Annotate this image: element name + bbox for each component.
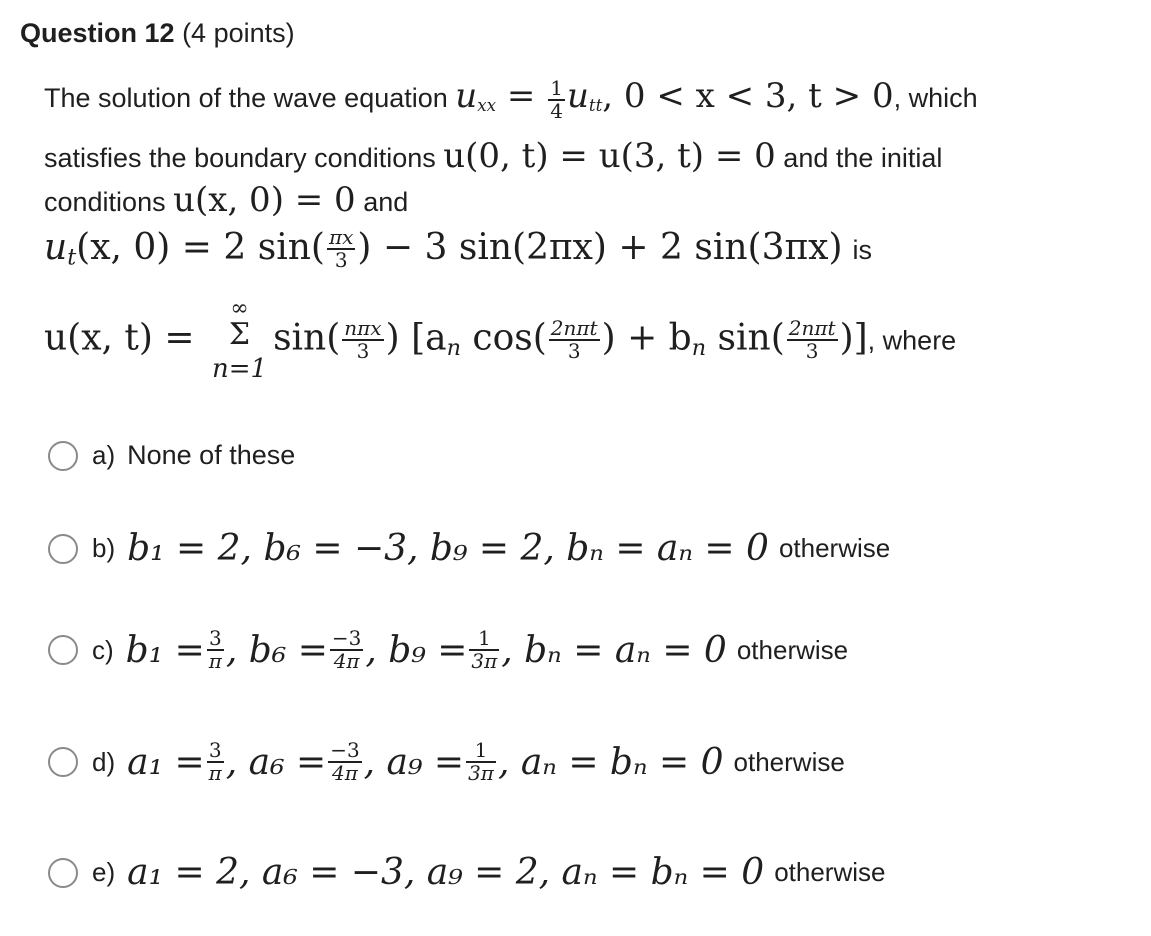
question-line-4: [44, 226, 872, 271]
cos-term: cos(: [460, 317, 547, 359]
question-header: [20, 18, 295, 49]
ut-rest: (x, 0) = 2 sin(: [76, 227, 325, 268]
satisfies-text: satisfies the boundary conditions: [44, 143, 436, 173]
summation: [212, 298, 267, 382]
f2-num: 2nπt: [550, 316, 598, 340]
is-text: is: [852, 235, 873, 265]
option-a-label: a): [92, 440, 116, 470]
option-c[interactable]: [48, 628, 848, 672]
intro-text: The solution of the wave equation: [44, 83, 448, 113]
option-c-d2: 4π: [333, 649, 360, 673]
f1-num: nπx: [344, 316, 382, 340]
option-d-suffix: otherwise: [733, 746, 845, 777]
sum-sigma: Σ: [228, 317, 251, 352]
question-line-2: [44, 136, 942, 176]
ut-sub: t: [67, 244, 77, 271]
option-b-label: b): [92, 533, 116, 563]
option-d-v1: a₁ =: [127, 741, 205, 783]
option-c-suffix: otherwise: [736, 634, 849, 665]
pde-lhs: u: [455, 76, 478, 116]
radio-option-e[interactable]: [48, 858, 78, 888]
initial-condition: u(x, 0) = 0: [173, 180, 356, 220]
pde-eq: =: [496, 76, 547, 116]
ut-fraction: [327, 227, 355, 271]
option-c-n1: 3: [207, 628, 224, 651]
ut-frac-den: 3: [334, 248, 348, 273]
ut-frac-num: πx: [328, 225, 354, 250]
option-d-frac-2: [328, 740, 361, 784]
option-d-d1: π: [208, 761, 222, 785]
sum-upper: ∞: [230, 296, 249, 321]
option-b-math: b₁ = 2, b₆ = −3, b₉ = 2, bₙ = aₙ = 0: [127, 528, 769, 569]
f3-den: 3: [805, 339, 819, 363]
option-c-frac-3: [469, 628, 499, 672]
radio-option-d[interactable]: [48, 747, 78, 777]
option-d-d3: 3π: [468, 761, 494, 785]
fraction-1: [342, 318, 383, 362]
which-text: , which: [893, 83, 978, 113]
pde-domain: , 0 < x < 3, t > 0: [602, 76, 894, 116]
option-c-n3: 1: [469, 628, 499, 651]
ut-symbol: u: [44, 227, 68, 268]
option-d-d2: 4π: [331, 761, 358, 785]
option-d-n3: 1: [466, 740, 496, 763]
option-b[interactable]: [48, 528, 890, 569]
conditions-text: conditions: [44, 187, 166, 217]
sin-1: sin(: [273, 317, 341, 359]
radio-option-b[interactable]: [48, 534, 78, 564]
solution-lhs: u(x, t) =: [44, 317, 206, 359]
option-a[interactable]: [48, 440, 295, 471]
radio-option-c[interactable]: [48, 635, 78, 665]
option-e-math: a₁ = 2, a₆ = −3, a₉ = 2, aₙ = bₙ = 0: [127, 852, 765, 893]
plus-b: ) + b: [601, 317, 692, 359]
fraction-2: [549, 318, 600, 362]
question-line-5: [44, 298, 956, 382]
option-c-label: c): [92, 634, 114, 665]
option-e-suffix: otherwise: [774, 857, 886, 887]
option-b-suffix: otherwise: [778, 533, 891, 563]
question-line-1: [44, 76, 978, 122]
an-sub: n: [446, 335, 461, 362]
option-c-d1: π: [208, 649, 222, 673]
bn-sub: n: [691, 335, 707, 362]
pde-rhs: u: [566, 76, 589, 116]
bracket-close: )]: [839, 317, 868, 359]
option-d-v3: , a₉ =: [363, 741, 465, 783]
fraction-3: [787, 318, 838, 362]
question-title: Question 12: [20, 18, 175, 48]
option-c-frac-2: [330, 628, 363, 672]
pde-lhs-sub: xx: [477, 95, 497, 116]
option-a-text: None of these: [127, 440, 296, 470]
option-c-n2: −3: [331, 626, 362, 650]
pde-frac-num: 1: [550, 75, 563, 100]
option-d-v4: , aₙ = bₙ = 0: [497, 741, 724, 783]
option-d-v2: , a₆ =: [225, 741, 327, 783]
option-d-frac-3: [466, 740, 496, 784]
radio-option-a[interactable]: [48, 441, 78, 471]
option-e[interactable]: [48, 852, 885, 893]
f1-den: 3: [356, 339, 370, 363]
boundary-conditions: u(0, t) = u(3, t) = 0: [443, 136, 776, 176]
pde-rhs-sub: tt: [588, 95, 603, 116]
and-initial-text: and the initial: [783, 143, 943, 173]
option-d-label: d): [92, 746, 116, 777]
ut-tail: ) − 3 sin(2πx) + 2 sin(3πx): [357, 227, 843, 268]
option-d[interactable]: [48, 740, 845, 784]
option-c-d3: 3π: [471, 649, 498, 673]
and-text: and: [363, 187, 409, 217]
option-d-n2: −3: [330, 738, 360, 762]
question-line-3: [44, 180, 408, 220]
option-c-v1: b₁ =: [125, 629, 205, 671]
option-c-v2: , b₆ =: [225, 629, 328, 671]
option-c-v3: , b₉ =: [365, 629, 468, 671]
option-c-v4: , bₙ = aₙ = 0: [501, 629, 727, 671]
pde-fraction: [548, 75, 565, 123]
bracket-open: ) [a: [385, 317, 447, 359]
where-text: , where: [867, 325, 957, 356]
sin-2: sin(: [706, 317, 785, 359]
f3-num: 2nπt: [788, 316, 836, 340]
question-points: (4 points): [182, 18, 295, 48]
sum-lower: n=1: [211, 354, 268, 384]
option-d-frac-1: [207, 740, 224, 784]
option-c-frac-1: [207, 628, 224, 672]
f2-den: 3: [567, 339, 581, 363]
option-d-n1: 3: [207, 740, 224, 763]
pde-frac-den: 4: [550, 98, 563, 123]
option-e-label: e): [92, 857, 116, 887]
